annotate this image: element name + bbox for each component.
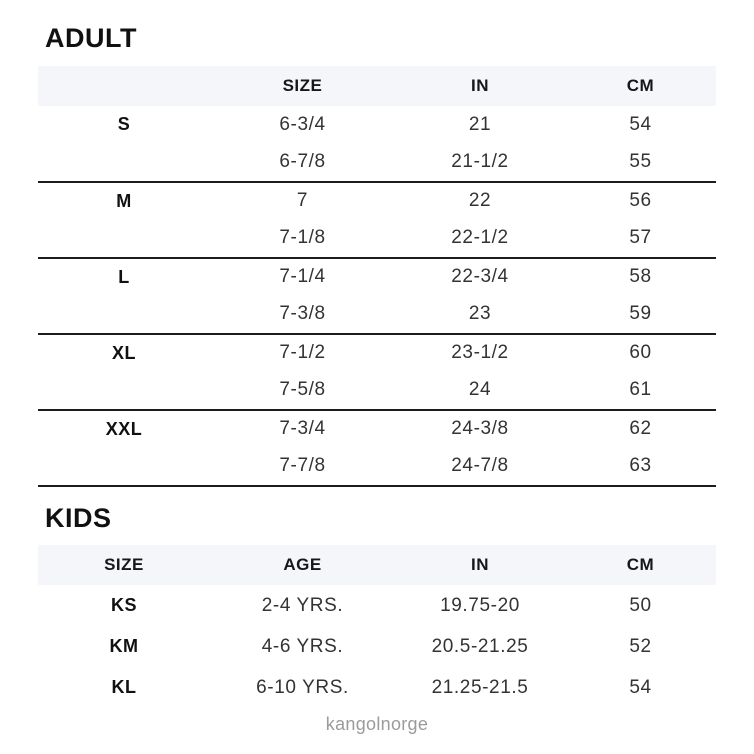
size-label: XL — [111, 342, 136, 363]
adult-table-row — [38, 448, 716, 486]
size-value-cell: 57 — [629, 227, 652, 249]
size-label: KM — [109, 636, 139, 657]
size-label-spacer — [38, 144, 210, 182]
adult-size-table — [38, 66, 716, 487]
size-value-cell: 7 — [296, 190, 309, 212]
adult-header-row — [38, 66, 716, 106]
size-value-cell: 22-1/2 — [451, 227, 509, 249]
size-value-cell: 24-7/8 — [451, 455, 509, 477]
size-value-cell: 24-3/8 — [451, 418, 509, 440]
adult-size-group — [38, 182, 716, 258]
size-value-cell: 2-4 YRS. — [261, 594, 344, 616]
kids-table-body — [38, 585, 716, 708]
size-value-cell: 21 — [468, 113, 492, 135]
adult-table-row — [38, 182, 716, 220]
size-label-spacer — [38, 220, 210, 258]
size-value-cell: 7-3/4 — [279, 418, 326, 440]
adult-table-row — [38, 372, 716, 410]
size-label-spacer — [38, 296, 210, 334]
size-value-cell: 60 — [629, 342, 652, 364]
size-value-cell: 61 — [629, 379, 652, 401]
size-label: XXL — [105, 418, 143, 439]
size-value-cell: 21-1/2 — [451, 151, 509, 173]
size-label: L — [118, 266, 130, 287]
size-value-cell: 22-3/4 — [451, 266, 509, 288]
size-value-cell: 6-7/8 — [279, 151, 326, 173]
adult-column-header: CM — [565, 66, 716, 106]
size-value-cell: 50 — [629, 594, 652, 616]
size-label-spacer — [38, 448, 210, 486]
adult-table-row — [38, 106, 716, 144]
adult-table-row — [38, 410, 716, 448]
brand-watermark: kangolnorge — [325, 714, 429, 735]
size-value-cell: 6-3/4 — [279, 113, 326, 135]
size-label: KS — [110, 595, 137, 616]
size-value-cell: 22 — [468, 190, 492, 212]
size-value-cell: 4-6 YRS. — [261, 635, 344, 657]
adult-size-group — [38, 334, 716, 410]
adult-table-row — [38, 296, 716, 334]
kids-column-header: SIZE — [38, 545, 210, 585]
size-label: M — [116, 190, 132, 211]
size-value-cell: 6-10 YRS. — [256, 676, 349, 698]
size-value-cell: 20.5-21.25 — [431, 635, 529, 657]
adult-table-header — [38, 66, 716, 106]
adult-column-header: IN — [395, 66, 565, 106]
size-value-cell: 23-1/2 — [451, 342, 509, 364]
size-value-cell: 58 — [629, 266, 652, 288]
size-label: KL — [111, 677, 137, 698]
size-value-cell: 7-3/8 — [279, 303, 326, 325]
kids-column-header: AGE — [210, 545, 395, 585]
size-value-cell: 56 — [629, 190, 652, 212]
adult-table-row — [38, 334, 716, 372]
size-value-cell: 52 — [629, 635, 652, 657]
size-value-cell: 54 — [629, 676, 652, 698]
size-value-cell: 55 — [629, 151, 652, 173]
size-value-cell: 63 — [629, 455, 652, 477]
size-label: S — [117, 114, 131, 135]
size-value-cell: 21.25-21.5 — [431, 676, 529, 698]
kids-table-row — [38, 585, 716, 626]
kids-column-header: CM — [565, 545, 716, 585]
size-value-cell: 19.75-20 — [440, 594, 520, 616]
adult-table-row — [38, 144, 716, 182]
kids-table-header — [38, 545, 716, 585]
size-value-cell: 7-7/8 — [279, 455, 326, 477]
kids-table-row — [38, 626, 716, 667]
size-value-cell: 7-1/2 — [279, 342, 326, 364]
adult-table-row — [38, 220, 716, 258]
kids-table-row — [38, 667, 716, 708]
kids-header-row — [38, 545, 716, 585]
size-label-spacer — [38, 372, 210, 410]
size-value-cell: 54 — [629, 113, 652, 135]
adult-size-group — [38, 106, 716, 182]
kids-section-title: KIDS — [45, 502, 112, 533]
size-value-cell: 24 — [468, 379, 492, 401]
adult-size-group — [38, 258, 716, 334]
size-value-cell: 7-5/8 — [279, 379, 326, 401]
size-value-cell: 7-1/4 — [279, 266, 326, 288]
adult-section-title: ADULT — [45, 23, 137, 53]
adult-table-row — [38, 258, 716, 296]
size-value-cell: 23 — [468, 303, 492, 325]
adult-size-group — [38, 410, 716, 486]
kids-size-table — [38, 545, 716, 708]
adult-column-header — [38, 66, 210, 106]
size-value-cell: 7-1/8 — [279, 227, 326, 249]
size-value-cell: 59 — [629, 303, 652, 325]
kids-column-header: IN — [395, 545, 565, 585]
adult-column-header: SIZE — [210, 66, 395, 106]
size-value-cell: 62 — [629, 418, 652, 440]
